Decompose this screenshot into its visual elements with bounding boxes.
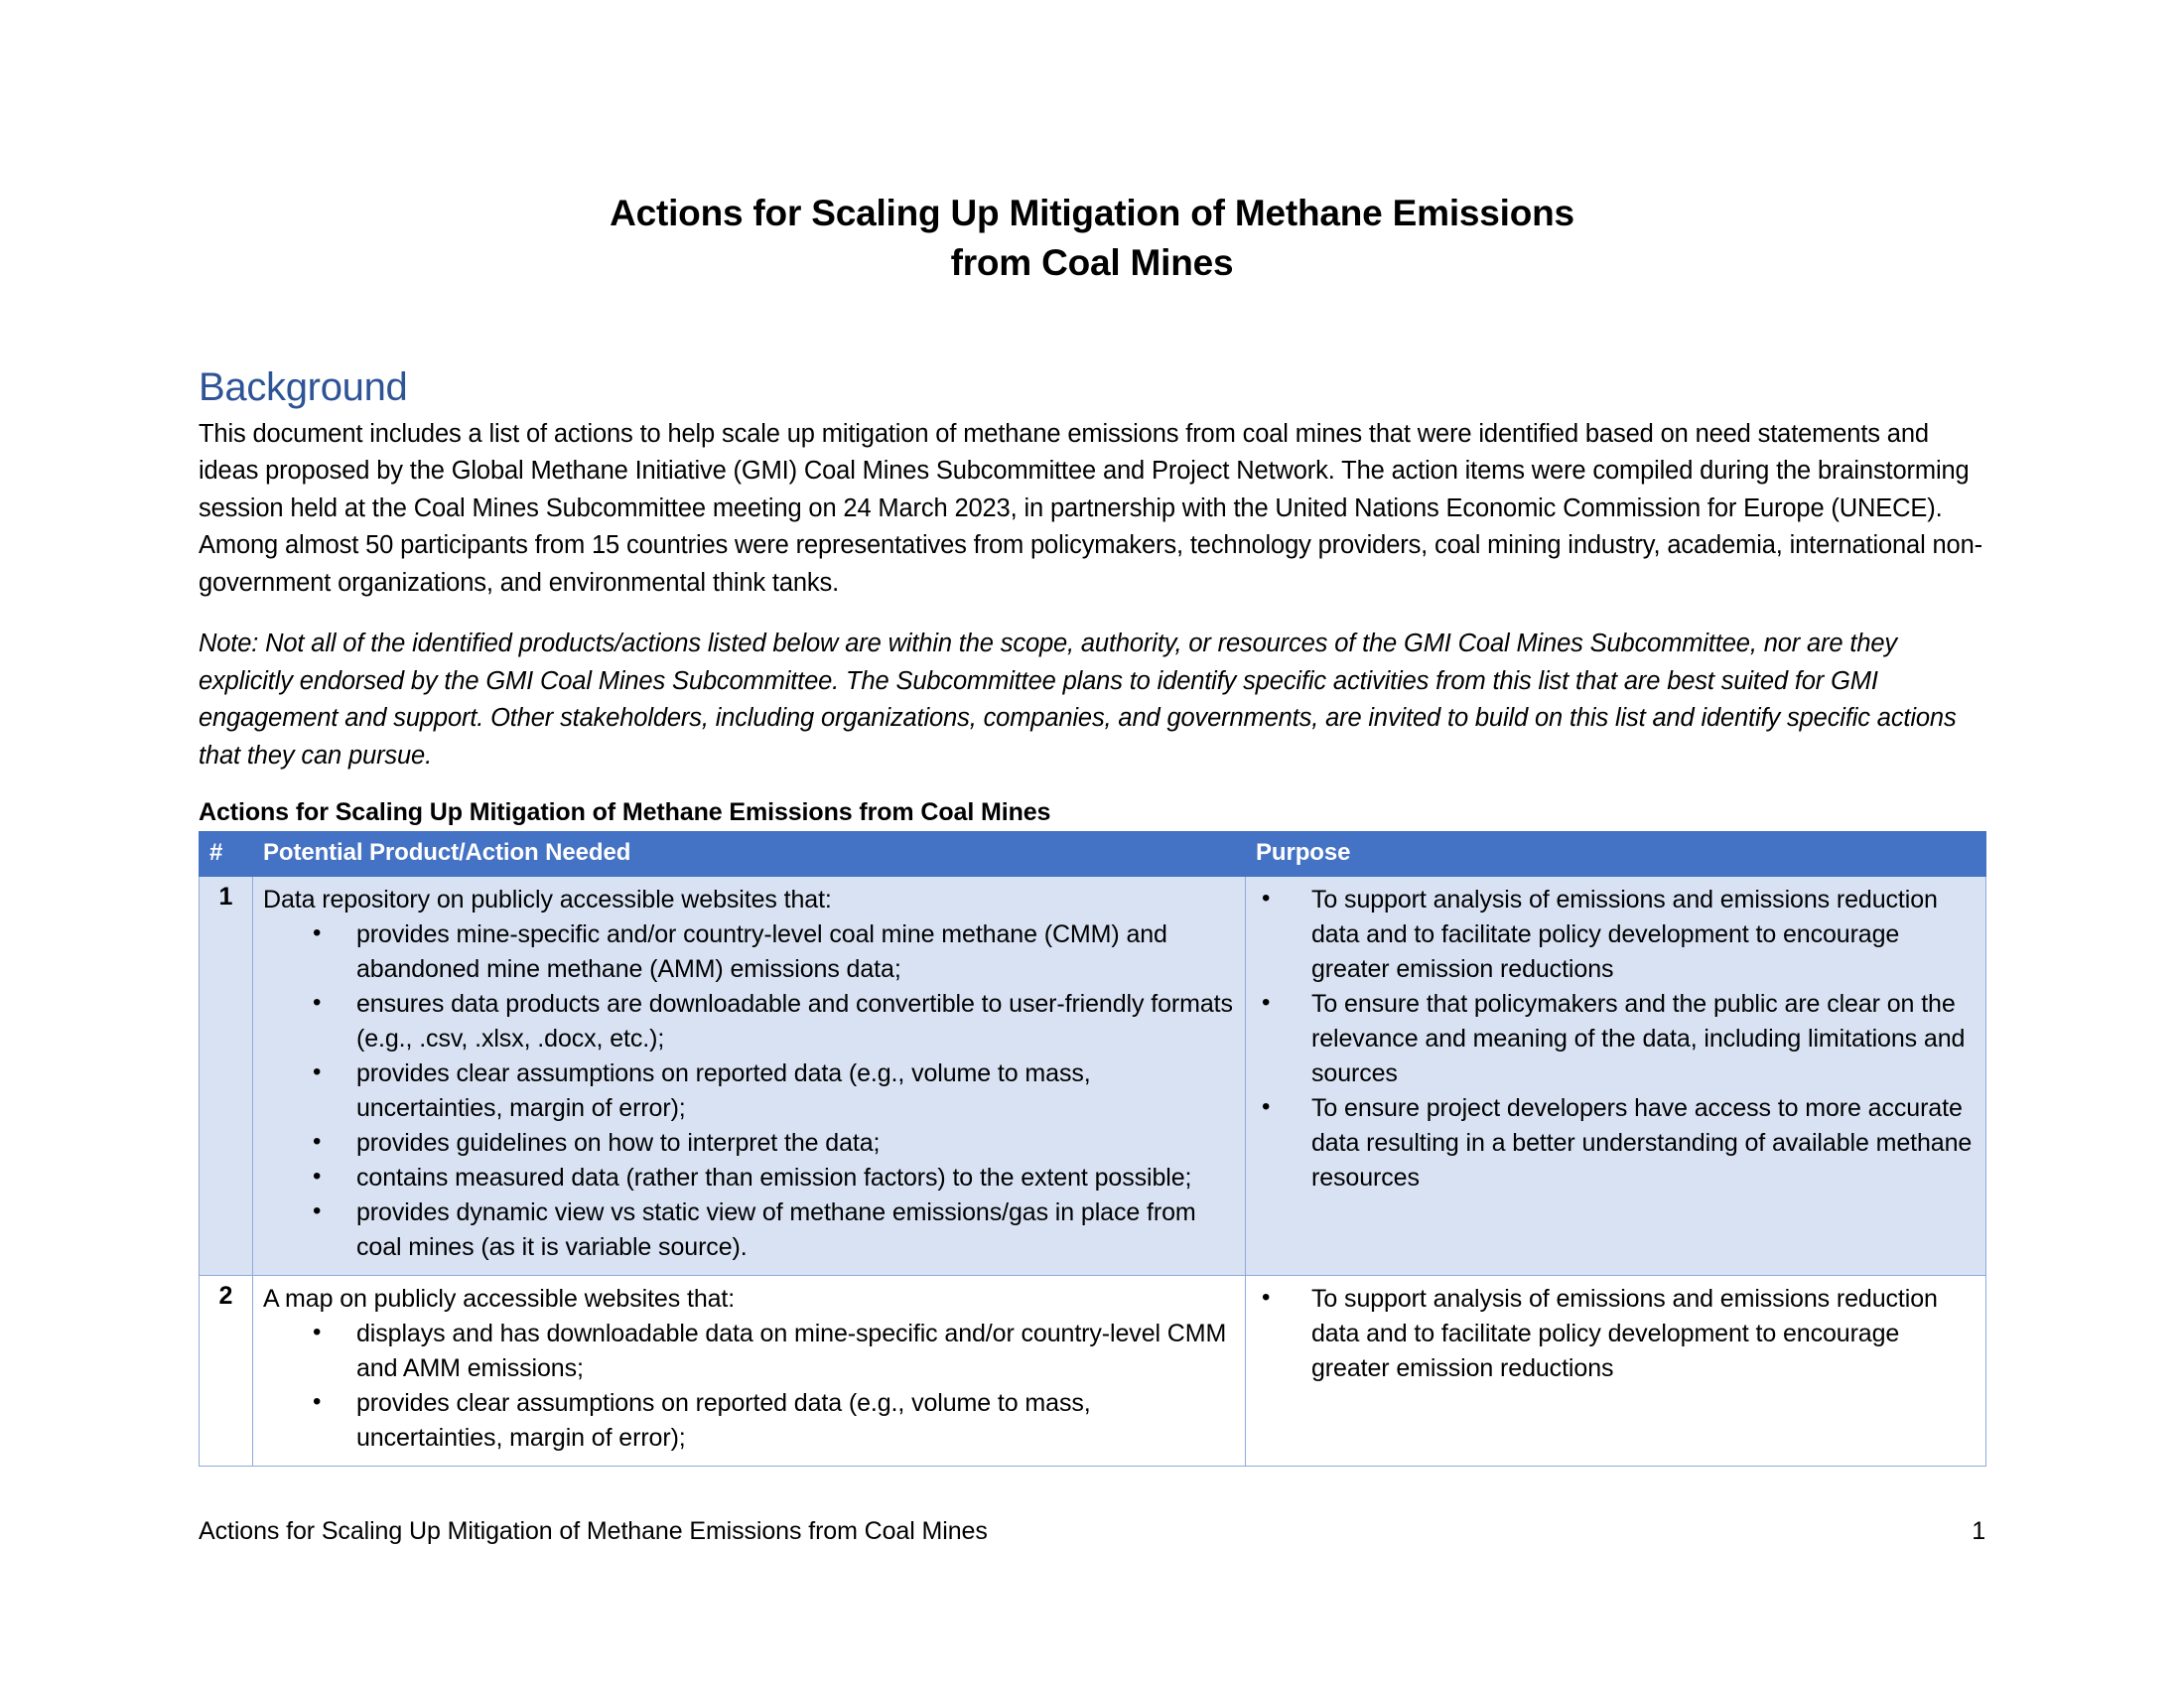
row-purpose-cell (1246, 877, 1986, 1276)
action-lead-text: A map on publicly accessible websites that: (263, 1285, 736, 1314)
actions-table (199, 831, 1986, 1467)
purpose-bullet-list (1256, 1282, 1976, 1386)
list-item: • contains measured data (rather than emission factors) to the extent possible; (305, 1161, 1235, 1196)
row-purpose-cell (1246, 1276, 1986, 1467)
list-item: • provides guidelines on how to interpret the data; (305, 1126, 1235, 1161)
table-row (200, 1276, 1986, 1467)
footer-page-number: 1 (1972, 1517, 1985, 1545)
section-heading-background: Background (199, 364, 408, 409)
page-footer (199, 1517, 1985, 1546)
table-caption: Actions for Scaling Up Mitigation of Methane Emissions from Coal Mines (199, 798, 1051, 827)
column-header-purpose: Purpose (1246, 832, 1986, 877)
column-header-number: # (200, 832, 253, 877)
page-title-line-2: from Coal Mines (950, 241, 1234, 283)
row-action-cell (253, 877, 1246, 1276)
note-paragraph: Note: Not all of the identified products/actions listed below are within the scope, authority, or resources of the GMI Coal Mines Subcommittee, nor are they explicitly endorsed by the GMI Coal Mines Subcommittee. The Subcommittee plans to identify specific activities from this list that are best suited for GMI engagement and support. Other stakeholders, including organizations, companies, and governments, are invited to build on this list and identify specific actions that they can pursue. (199, 630, 1957, 770)
list-item: • provides dynamic view vs static view of methane emissions/gas in place from coal mines (as it is variable source). (305, 1196, 1235, 1265)
list-item: • ensures data products are downloadable and convertible to user-friendly formats (e.g., .csv, .xlsx, .docx, etc.); (305, 987, 1235, 1056)
background-paragraph: This document includes a list of actions to help scale up mitigation of methane emissions from coal mines that were identified based on need statements and ideas proposed by the Global Methane Initiative (GMI) Coal Mines Subcommittee and Project Network. The action items were compiled during the brainstorming session held at the Coal Mines Subcommittee meeting on 24 March 2023, in partnership with the United Nations Economic Commission for Europe (UNECE). Among almost 50 participants from 15 countries were representatives from policymakers, technology providers, coal mining industry, academia, international non-government organizations, and environmental think tanks. (199, 419, 1982, 597)
list-item: • To ensure that policymakers and the public are clear on the relevance and meaning of the data, including limitations and sources (1256, 987, 1976, 1091)
table-row (200, 877, 1986, 1276)
purpose-bullet-list (1256, 883, 1976, 1196)
row-action-cell (253, 1276, 1246, 1467)
list-item: • provides clear assumptions on reported data (e.g., volume to mass, uncertainties, margin of error); (305, 1056, 1235, 1126)
list-item: • To ensure project developers have access to more accurate data resulting in a better understanding of available methane resources (1256, 1091, 1976, 1196)
table-header-row (200, 832, 1986, 877)
list-item: • provides mine-specific and/or country-level coal mine methane (CMM) and abandoned mine methane (AMM) emissions data; (305, 917, 1235, 987)
row-number: 2 (200, 1276, 253, 1467)
action-lead-text: Data repository on publicly accessible websites that: (263, 886, 832, 914)
list-item: • To support analysis of emissions and emissions reduction data and to facilitate policy development to encourage greater emission reductions (1256, 1282, 1976, 1386)
page-title (199, 0, 1985, 288)
page-title-line-1: Actions for Scaling Up Mitigation of Methane Emissions (610, 193, 1574, 233)
list-item: • displays and has downloadable data on mine-specific and/or country-level CMM and AMM emissions; (305, 1317, 1235, 1386)
action-bullet-list (305, 917, 1235, 1265)
action-bullet-list (305, 1317, 1235, 1456)
list-item: • provides clear assumptions on reported data (e.g., volume to mass, uncertainties, margin of error); (305, 1386, 1235, 1456)
column-header-action: Potential Product/Action Needed (253, 832, 1246, 877)
list-item: • To support analysis of emissions and emissions reduction data and to facilitate policy development to encourage greater emission reductions (1256, 883, 1976, 987)
footer-text: Actions for Scaling Up Mitigation of Methane Emissions from Coal Mines (199, 1517, 988, 1545)
row-number: 1 (200, 877, 253, 1276)
